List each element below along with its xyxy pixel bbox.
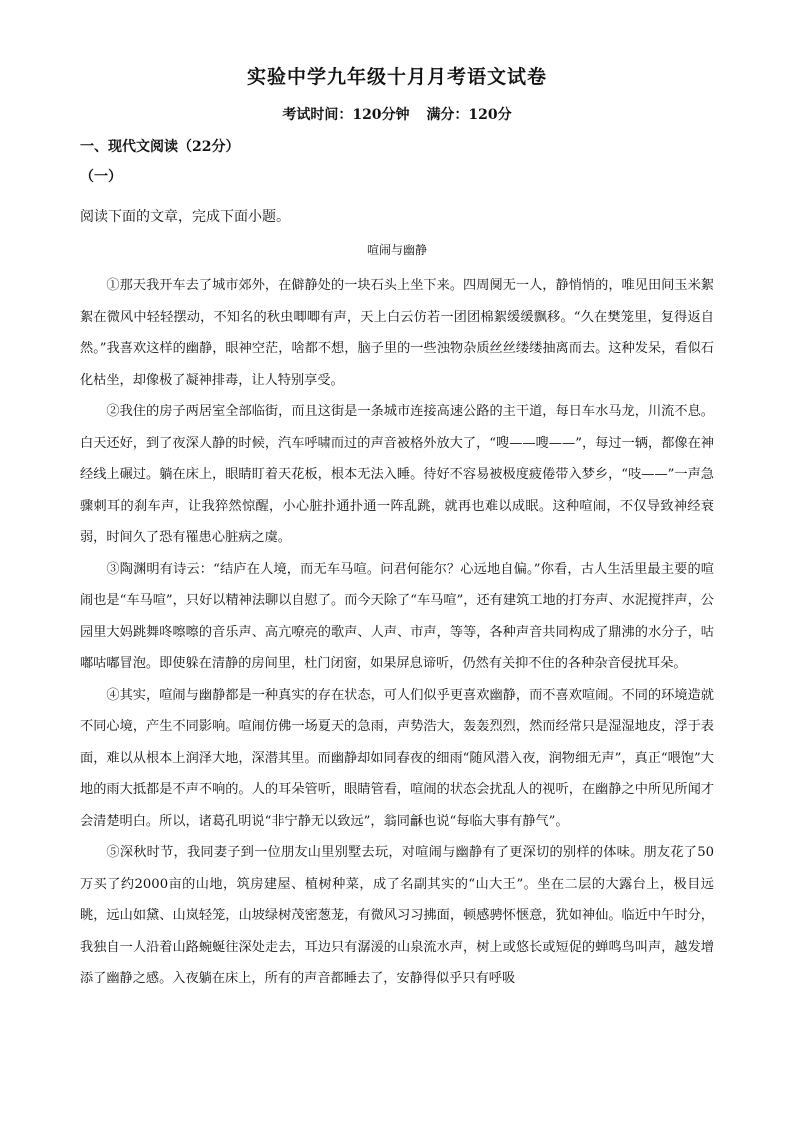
article-title: 喧闹与幽静 [366,243,427,257]
exam-title: 实验中学九年级十月月考语文试卷 [246,66,547,88]
part-heading: （一） [80,169,122,185]
article-paragraph-5: ⑤深秋时节，我同妻子到一位朋友山里别墅去玩，对喧闹与幽静有了更深切的别样的体味。朋友花了50万买了约2000亩的山地，筑房建屋、植树种菜，成了名副其实的“山大王”。坐在二层的大露台上，极目远眺，远山如黛、山岚轻笼，山坡绿树茂密葱茏，有微风习习拂面，顿感骋怀惬意，犹如神仙。临近中午时分，我独自一人沿着山路蜿蜒往深处走去，耳边只有潺湲的山泉流水声，树上或悠长或短促的蝉鸣鸟叫声，越发增添了幽静之感。入夜躺在床上，所有的声音都睡去了，安静得似乎只有呼吸 [80,845,714,986]
exam-score: 满分：120分 [426,107,512,123]
article-paragraph-4: ④其实，喧闹与幽静都是一种真实的存在状态，可人们似乎更喜欢幽静，而不喜欢喧闹。不同的环境造就不同心境，产生不同影响。喧闹仿佛一场夏天的急雨，声势浩大，轰轰烈烈，然而经常只是湿湿地皮，浮于表面，难以从根本上润泽大地，深潜其里。而幽静却如同春夜的细雨“随风潜入夜，润物细无声”，真正“喂饱”大地的雨大抵都是不声不响的。人的耳朵管听，眼睛管看，喧闹的状态会扰乱人的视听，在幽静之中所见所闻才会清楚明白。所以，诸葛孔明说“非宁静无以致远”，翁同龢也说“每临大事有静气”。 [80,687,714,829]
section-heading: 一、现代文阅读（22分） [80,139,240,155]
article-body [80,270,714,995]
article-paragraph-3: ③陶渊明有诗云：“结庐在人境，而无车马喧。问君何能尔？心远地自偏。”你看，古人生活里最主要的喧闹也是“车马喧”，只好以精神法聊以自慰了。而今天除了“车马喧”，还有建筑工地的打夯声、水泥搅拌声，公园里大妈跳舞咚嚓嚓的音乐声、高亢嘹亮的歌声、人声、市声，等等，各种声音共同构成了鼎沸的水分子，咕嘟咕嘟冒泡。即使躲在清静的房间里，杜门闭窗，如果屏息谛听，仍然有关抑不住的各种杂音侵扰耳朵。 [80,561,714,671]
article-paragraph-2: ②我住的房子两居室全部临街，而且这街是一条城市连接高速公路的主干道，每日车水马龙，川流不息。白天还好，到了夜深人静的时候，汽车呼啸而过的声音被格外放大了，“嗖——嗖——”，每过一辆，都像在神经线上碾过。躺在床上，眼睛盯着天花板，根本无法入睡。待好不容易被极度疲倦带入梦乡，“吱——”一声急骤刺耳的刹车声，让我猝然惊醒，小心脏扑通扑通一阵乱跳，就再也难以成眠。这种喧闹，不仅导致神经衰弱，时间久了恐有罹患心脏病之虞。 [80,404,714,545]
article-paragraph-1: ①那天我开车去了城市郊外，在僻静处的一块石头上坐下来。四周阒无一人，静悄悄的，唯见田间玉米絮絮在微风中轻轻摆动，不知名的秋虫唧唧有声，天上白云仿若一团团棉絮缓缓飘移。“久在樊笼里，复得返自然。”我喜欢这样的幽静，眼神空茫，啥都不想，脑子里的一些浊物杂质丝丝缕缕抽离而去。这种发呆，看似石化枯坐，却像极了凝神排毒，让人特别享受。 [80,278,714,388]
exam-meta [0,104,794,124]
reading-instruction: 阅读下面的文章，完成下面小题。 [80,209,290,225]
exam-time: 考试时间：120分钟 [282,107,410,123]
